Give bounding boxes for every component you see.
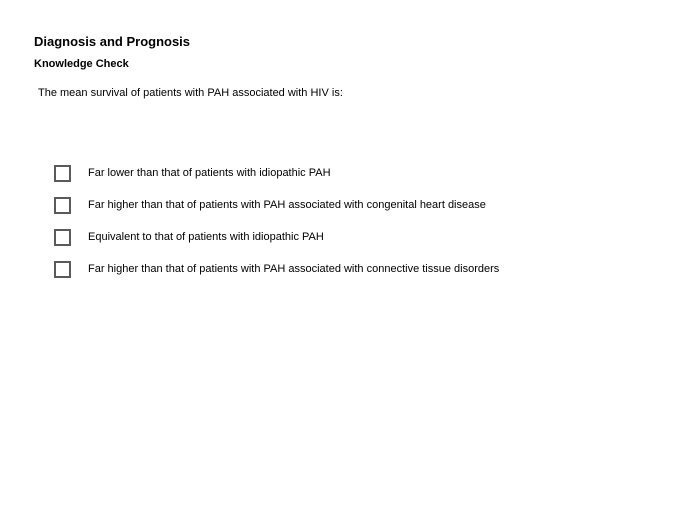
page-title: Diagnosis and Prognosis xyxy=(34,34,191,49)
section-subtitle: Knowledge Check xyxy=(34,58,129,70)
answer-option-3[interactable] xyxy=(54,221,674,253)
checkbox-1[interactable] xyxy=(54,165,71,182)
answer-option-label: Far higher than that of patients with PAH associated with congenital heart disease xyxy=(88,199,486,211)
answer-option-label: Far higher than that of patients with PAH associated with connective tissue disorders xyxy=(88,263,500,275)
checkbox-3[interactable] xyxy=(54,229,71,246)
answer-option-2[interactable] xyxy=(54,189,674,221)
answer-option-1[interactable] xyxy=(54,157,674,189)
question-text: The mean survival of patients with PAH associated with HIV is: xyxy=(38,87,343,99)
checkbox-2[interactable] xyxy=(54,197,71,214)
answer-option-label: Equivalent to that of patients with idiopathic PAH xyxy=(88,231,324,243)
answer-option-label: Far lower than that of patients with idiopathic PAH xyxy=(88,167,331,179)
answer-option-4[interactable] xyxy=(54,253,674,285)
answer-options xyxy=(54,157,674,285)
checkbox-4[interactable] xyxy=(54,261,71,278)
